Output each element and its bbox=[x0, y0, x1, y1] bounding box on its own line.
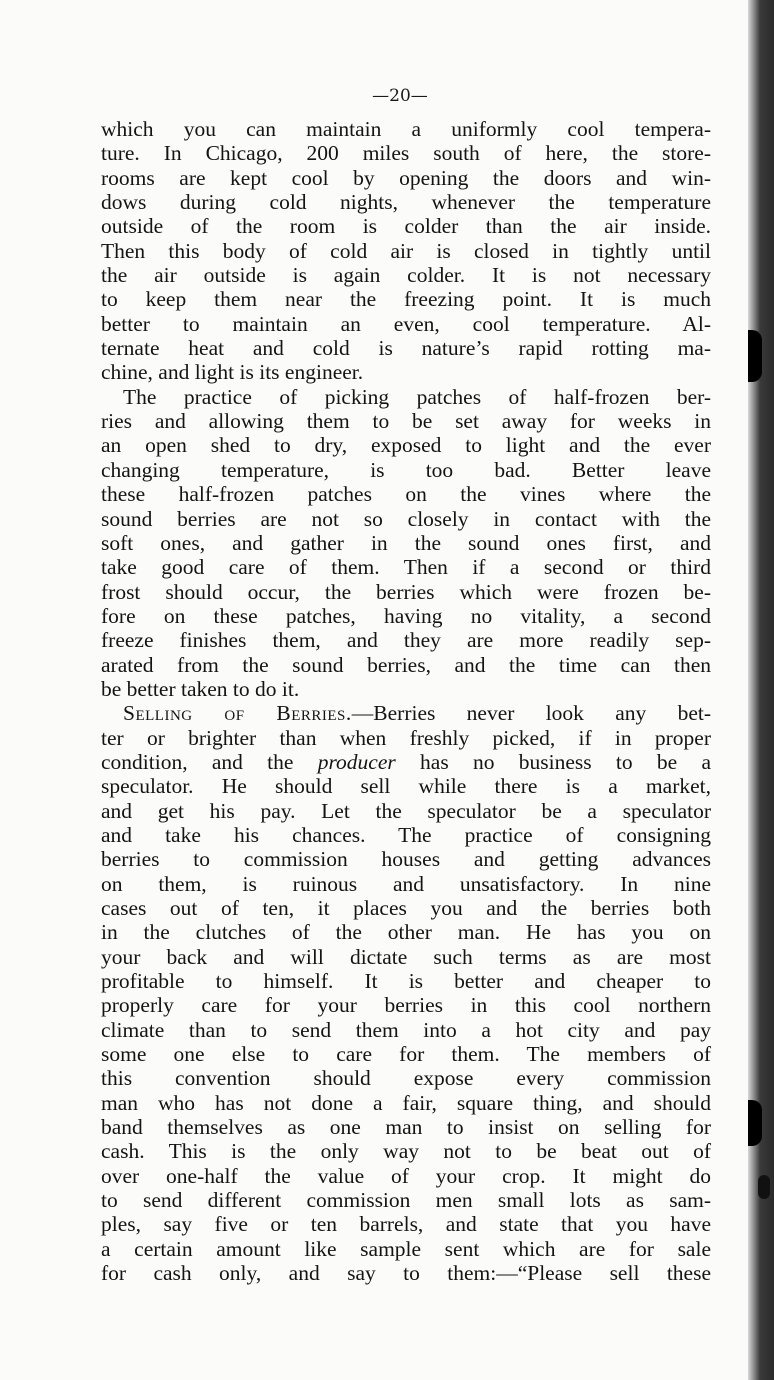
text-line: some one else to care for them. The members of bbox=[101, 1042, 711, 1067]
text-line: speculator. He should sell while there is a market, bbox=[101, 774, 711, 799]
text-line: profitable to himself. It is better and cheaper to bbox=[101, 969, 711, 994]
text-fragment: condition, and the bbox=[101, 749, 294, 774]
text-line: be better taken to do it. bbox=[101, 676, 300, 701]
text-line: properly care for your berries in this cool northern bbox=[101, 993, 711, 1018]
page-number: —20— bbox=[372, 86, 428, 106]
text-line: ter or brighter than when freshly picked, if in proper bbox=[101, 725, 711, 750]
text-line: fore on these patches, having no vitality, a second bbox=[101, 603, 711, 628]
text-line: arated from the sound berries, and the time can then bbox=[101, 652, 711, 677]
text-line: to send different commission men small lots as sam- bbox=[101, 1188, 711, 1213]
section-heading: Selling of Berries. bbox=[123, 701, 352, 726]
text-line: better to maintain an even, cool temperature. Al- bbox=[101, 311, 711, 336]
text-line: changing temperature, is too bad. Better leave bbox=[101, 457, 711, 482]
text-line: chine, and light is its engineer. bbox=[101, 360, 364, 385]
text-line bbox=[101, 750, 711, 774]
text-line: this convention should expose every commission bbox=[101, 1066, 711, 1091]
text-line: sound berries are not so closely in contact with the bbox=[101, 506, 711, 531]
text-line: cases out of ten, it places you and the berries both bbox=[101, 896, 711, 920]
text-fragment: has no business to be a bbox=[420, 749, 712, 774]
text-line: take good care of them. Then if a second or third bbox=[101, 555, 711, 580]
text-line: outside of the room is colder than the air inside. bbox=[101, 214, 711, 239]
text-line: rooms are kept cool by opening the doors and win- bbox=[101, 165, 711, 190]
text-line: band themselves as one man to insist on selling for bbox=[101, 1115, 711, 1140]
binding-mark bbox=[748, 330, 762, 382]
text-line: your back and will dictate such terms as are most bbox=[101, 944, 711, 969]
italic-word: producer bbox=[317, 749, 396, 774]
text-fragment: —Berries never look any bet- bbox=[351, 701, 712, 726]
text-line: soft ones, and gather in the sound ones first, and bbox=[101, 530, 711, 555]
text-line: to keep them near the freezing point. It is much bbox=[101, 287, 711, 312]
text-line: climate than to send them into a hot city and pay bbox=[101, 1017, 711, 1042]
text-line: these half-frozen patches on the vines where the bbox=[101, 482, 711, 507]
text-line: over one-half the value of your crop. It might do bbox=[101, 1163, 711, 1188]
text-line: Then this body of cold air is closed in tightly until bbox=[101, 238, 711, 263]
text-line: ples, say five or ten barrels, and state that you have bbox=[101, 1212, 711, 1237]
text-line: and take his chances. The practice of consigning bbox=[101, 822, 711, 847]
text-line: freeze finishes them, and they are more readily sep- bbox=[101, 628, 711, 653]
text-line: cash. This is the only way not to be beat out of bbox=[101, 1139, 711, 1164]
text-line: the air outside is again colder. It is not necessary bbox=[101, 263, 711, 288]
body-text bbox=[101, 117, 711, 1286]
text-line: on them, is ruinous and unsatisfactory. In nine bbox=[101, 871, 711, 896]
binding-mark bbox=[748, 1100, 762, 1146]
text-line: man who has not done a fair, square thing, and should bbox=[101, 1090, 711, 1115]
binding-mark bbox=[758, 1175, 770, 1199]
text-line: and get his pay. Let the speculator be a speculator bbox=[101, 798, 711, 823]
text-line: ture. In Chicago, 200 miles south of here, the store- bbox=[101, 141, 711, 166]
text-line: dows during cold nights, whenever the temperature bbox=[101, 190, 711, 215]
text-line: frost should occur, the berries which were frozen be- bbox=[101, 579, 711, 604]
text-line: ternate heat and cold is nature’s rapid rotting ma- bbox=[101, 336, 711, 361]
text-line: for cash only, and say to them:—“Please sell these bbox=[101, 1261, 711, 1286]
text-line: a certain amount like sample sent which are for sale bbox=[101, 1236, 711, 1261]
text-line: in the clutches of the other man. He has you on bbox=[101, 920, 711, 945]
text-line: The practice of picking patches of half-frozen ber- bbox=[123, 384, 711, 409]
text-line bbox=[101, 701, 711, 725]
text-line: berries to commission houses and getting advances bbox=[101, 847, 711, 872]
text-line: ries and allowing them to be set away for weeks in bbox=[101, 409, 711, 434]
text-line: which you can maintain a uniformly cool tempera- bbox=[101, 117, 711, 141]
book-gutter bbox=[748, 0, 774, 1380]
text-line: an open shed to dry, exposed to light and the ever bbox=[101, 433, 711, 458]
